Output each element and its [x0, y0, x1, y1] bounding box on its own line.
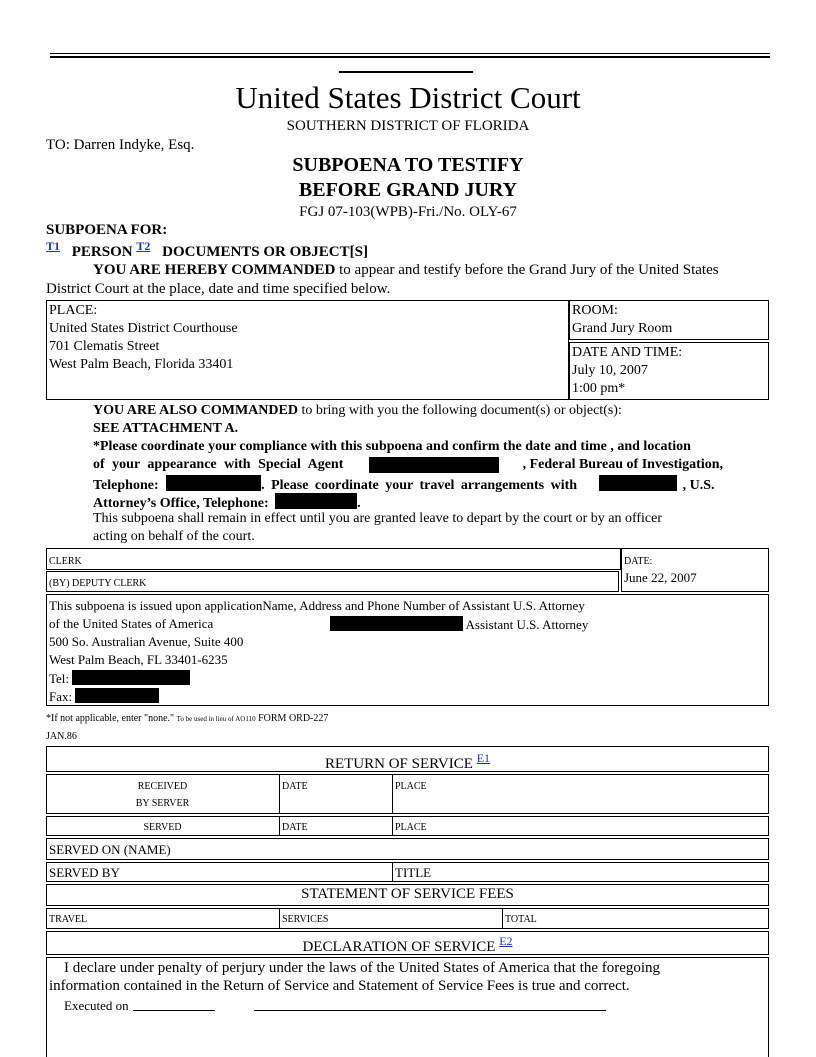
declaration-title — [46, 934, 769, 956]
command-line-2: District Court at the place, date and time specified below. — [46, 281, 391, 297]
served-col-div-2 — [392, 816, 393, 836]
top-rule-1 — [50, 53, 770, 54]
place-label: PLACE: — [49, 303, 98, 318]
datetime-label: DATE AND TIME: — [572, 345, 683, 360]
command-line-1 — [93, 262, 719, 279]
datetime-time: 1:00 pm* — [572, 381, 626, 396]
coordination-line-4 — [93, 493, 361, 512]
form-lieu: To be used in lieu of AO110 — [176, 715, 256, 723]
executed-on-label: Executed on — [64, 998, 129, 1013]
issuer-tel — [49, 670, 190, 687]
declaration-text-1: I declare under penalty of perjury under the laws of the United States of America that the foregoing — [64, 960, 661, 976]
subpoena-title-2: BEFORE GRAND JURY — [298, 179, 518, 201]
deputy-clerk-label: (BY) DEPUTY CLERK — [49, 578, 147, 589]
declaration-title-text: DECLARATION OF SERVICE — [302, 939, 496, 955]
issuer-line-4: West Palm Beach, FL 33401-6235 — [49, 652, 228, 667]
district-name: SOUTHERN DISTRICT OF FLORIDA — [286, 118, 530, 134]
clerk-label: CLERK — [49, 556, 82, 567]
issuer-line-1: This subpoena is issued upon applicationName, Address and Phone Number of Assistant U.S. Attorney — [49, 598, 585, 613]
redacted-agent-phone — [166, 475, 261, 491]
served-title-label: TITLE — [395, 865, 432, 880]
footnote-t2-link[interactable]: T2 — [136, 239, 151, 253]
coord-4b: . — [357, 496, 361, 511]
coordination-line-2 — [93, 457, 723, 473]
command-lead: YOU ARE HEREBY COMMANDED — [93, 262, 336, 278]
person-option: PERSON — [71, 244, 133, 260]
subpoena-for-options — [46, 239, 368, 261]
issuer-ausa-line — [330, 616, 588, 633]
coord-2b: , Federal Bureau of Investigation, — [522, 457, 723, 472]
room-label: ROOM: — [572, 303, 618, 318]
coordination-line-3 — [93, 475, 714, 494]
issuer-line-3: 500 So. Australian Avenue, Suite 400 — [49, 634, 244, 649]
clerk-date-value: June 22, 2007 — [624, 570, 697, 585]
redacted-tel — [72, 670, 190, 685]
place-line-1: United States District Courthouse — [49, 321, 238, 336]
served-by-label: SERVED BY — [49, 865, 120, 880]
coordination-line-1: *Please coordinate your compliance with this subpoena and confirm the date and time , and location — [93, 439, 691, 454]
served-on-label: SERVED ON (NAME) — [49, 842, 171, 857]
received-col-div-2 — [392, 774, 393, 814]
redacted-travel-contact — [599, 475, 677, 491]
coord-3b: . Please coordinate your travel arrangements with — [261, 478, 578, 493]
command-rest: to appear and testify before the Grand Jury of the United States — [335, 262, 719, 278]
top-rule-short — [339, 71, 473, 73]
room-value: Grand Jury Room — [572, 321, 673, 336]
redacted-ausa-name — [330, 616, 463, 631]
declaration-text-2: information contained in the Return of Service and Statement of Service Fees is true and correct. — [49, 978, 630, 994]
fees-total-label: TOTAL — [505, 914, 537, 925]
subpoena-for-label: SUBPOENA FOR: — [46, 222, 168, 238]
signature-line — [254, 1010, 606, 1011]
fax-label: Fax: — [49, 689, 73, 704]
tel-label: Tel: — [49, 671, 70, 686]
footnote-t1-link[interactable]: T1 — [46, 239, 61, 253]
redacted-agent-name — [369, 457, 499, 473]
served-by-col-div — [392, 862, 393, 882]
coord-4a: Attorney’s Office, Telephone: — [93, 496, 269, 511]
return-title — [46, 751, 769, 773]
served-label: SERVED — [143, 822, 182, 833]
coord-3a: Telephone: — [93, 478, 159, 493]
redacted-office-phone — [275, 493, 357, 509]
received-date-label: DATE — [282, 781, 308, 792]
received-place-label: PLACE — [395, 781, 427, 792]
served-col-div-1 — [279, 816, 280, 836]
effect-line-2: acting on behalf of the court. — [93, 529, 255, 544]
clerk-date-label: DATE: — [624, 556, 653, 567]
issuer-fax — [49, 688, 159, 705]
issuer-line-2: of the United States of America — [49, 616, 214, 631]
place-line-2: 701 Clematis Street — [49, 339, 160, 354]
ausa-title: Assistant U.S. Attorney — [465, 617, 589, 632]
fees-row — [46, 908, 769, 929]
coord-3c: , U.S. — [682, 478, 715, 493]
case-number: FGJ 07-103(WPB)-Fri./No. OLY-67 — [299, 204, 517, 220]
served-date-label: DATE — [282, 822, 308, 833]
redacted-fax — [75, 688, 159, 703]
top-rule-2 — [50, 56, 770, 58]
effect-line-1: This subpoena shall remain in effect until you are granted leave to depart by the court or by an officer — [93, 511, 663, 526]
clerk-box — [46, 548, 621, 570]
form-note — [46, 713, 328, 724]
form-date: JAN.86 — [46, 731, 77, 742]
court-name: United States District Court — [235, 80, 581, 115]
received-label-2: BY SERVER — [135, 798, 190, 809]
form-note-text: *If not applicable, enter "none." — [46, 713, 175, 724]
to-line: TO: Darren Indyke, Esq. — [46, 137, 195, 153]
datetime-date: July 10, 2007 — [572, 363, 648, 378]
also-commanded-rest: to bring with you the following document(s) or object(s): — [297, 403, 622, 418]
coord-2a: of your appearance with Special Agent — [93, 457, 344, 472]
documents-option: DOCUMENTS OR OBJECT[S] — [162, 244, 368, 260]
attachment-line: SEE ATTACHMENT A. — [93, 421, 239, 436]
served-place-label: PLACE — [395, 822, 427, 833]
fees-title: STATEMENT OF SERVICE FEES — [301, 886, 514, 902]
fees-services-label: SERVICES — [282, 914, 329, 925]
subpoena-title-1: SUBPOENA TO TESTIFY — [292, 154, 524, 176]
executed-on-line — [133, 1010, 215, 1011]
form-number: FORM ORD-227 — [258, 713, 329, 724]
place-line-3: West Palm Beach, Florida 33401 — [49, 357, 234, 372]
footnote-e1-link[interactable]: E1 — [476, 751, 491, 765]
return-title-text: RETURN OF SERVICE — [324, 756, 473, 772]
fees-col-div-2 — [502, 908, 503, 929]
also-commanded-line — [93, 403, 622, 419]
also-commanded-lead: YOU ARE ALSO COMMANDED — [93, 403, 298, 418]
fees-travel-label: TRAVEL — [49, 914, 88, 925]
footnote-e2-link[interactable]: E2 — [499, 934, 513, 948]
fees-col-div-1 — [279, 908, 280, 929]
received-col-div-1 — [279, 774, 280, 814]
received-label-1: RECEIVED — [137, 781, 188, 792]
